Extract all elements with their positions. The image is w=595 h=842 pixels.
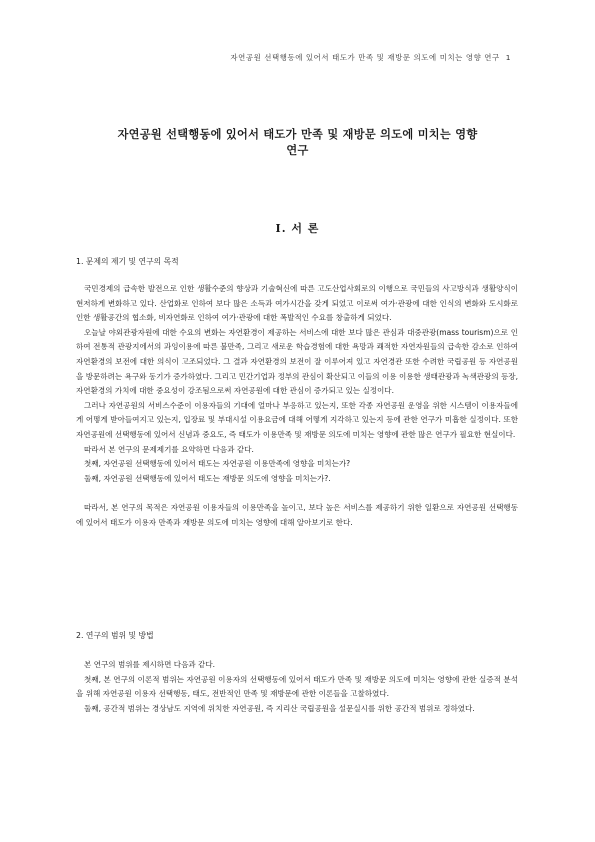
research-question-2: 둘째, 자연공원 선택행동에 있어서 태도는 재방문 의도에 영향을 미치는가?. xyxy=(84,473,331,483)
paragraph: 따라서 본 연구의 문제제기를 요약하면 다음과 같다. xyxy=(84,444,254,454)
paragraph: 본 연구의 범위를 제시하면 다음과 같다. xyxy=(84,660,216,669)
section-heading: Ⅰ. 서 론 xyxy=(275,222,320,235)
subsection-heading-scope: 2. 연구의 범위 및 방법 xyxy=(76,631,154,640)
paper-title-line2: 연구 xyxy=(286,143,309,157)
paragraph: 오늘날 야외관광자원에 대한 수요의 변화는 자연환경이 제공하는 서비스에 대한 보다 많은 관심과 대중관광(mass tourism)으로 인하여 전통적 관광지에서의 과잉이용에 따른 불만족, 그리고 새로운 학습경험에 대한 욕망과 쾌적한 자연자원들의 급속한 감소로 인하여 자연환경의 보전에 대한 의식이 고조되었다. 그 결과 자연환경의 보전이 잘 이루어져 있고 자연경관 또한 수려한 국립공원 등 자연공원을 방문하려는 욕구와 동기가 증가하였다. 그리고 민간기업과 정부의 관심이 확산되고 이들의 이용 이용한 생태관광과 녹색관광의 등장, 자연환경의 가치에 대한 중요성이 강조됨으로써 자연공원에 대한 관심이 증가되고 있는 실정이다. xyxy=(76,327,518,396)
paragraph: 첫째, 본 연구의 이론적 범위는 자연공원 이용자의 선택행동에 있어서 태도가 만족 및 재방문 의도에 미치는 영향에 관한 실증적 분석을 위해 자연공원 이용자 선택행동, 태도, 전반적인 만족 및 재방문에 관한 이론들을 고찰하였다. xyxy=(76,674,518,699)
paragraph: 국민경제의 급속한 발전으로 인한 생활수준의 향상과 기술혁신에 따른 고도산업사회로의 이행으로 국민들의 사고방식과 생활양식이 현저하게 변화하고 있다. 산업화로 인하여 보다 많은 소득과 여가시간을 갖게 되었고 이로써 여가·관광에 대한 인식의 변화와 도시화로 인한 생활공간의 협소화, 비자연화로 인하여 여가·관광에 대한 폭발적인 수요를 창출하게 되었다. xyxy=(76,284,518,323)
section-body-scope xyxy=(76,658,518,716)
running-title: 자연공원 선택행동에 있어서 태도가 만족 및 재방문 의도에 미치는 영향 연구 xyxy=(230,53,500,62)
paragraph: 둘째, 공간적 범위는 경상남도 지역에 위치한 자연공원, 즉 지리산 국립공원을 설문실시를 위한 공간적 범위로 정하였다. xyxy=(84,703,475,713)
research-question-1: 첫째, 자연공원 선택행동에 있어서 태도는 자연공원 이용만족에 영향을 미치는가? xyxy=(84,459,351,469)
paragraph: 따라서, 본 연구의 목적은 자연공원 이용자들의 이용만족을 높이고, 보다 높은 서비스를 제공하기 위한 일환으로 자연공원 선택행동에 있어서 태도가 이용자 만족과 재방문 의도에 미치는 영향에 대해 알아보기로 한다. xyxy=(76,502,518,527)
section-body-purpose xyxy=(76,282,518,530)
paper-title xyxy=(60,126,535,158)
paragraph: 그러나 자연공원의 서비스수준이 이용자들의 기대에 얼마나 부응하고 있는지, 또한 각종 자연공원 운영을 위한 시스템이 이용자들에게 어떻게 받아들여지고 있는지, 입장료 및 부대시설 이용요금에 대해 어떻게 지각하고 있는지 등에 관한 연구가 미흡한 실정이다. 또한 자연공원에 선택행동에 있어서 신념과 중요도, 즉 태도가 이용만족 및 재방문 의도에 미치는 영향에 관한 많은 연구가 필요한 현실이다. xyxy=(76,400,518,439)
running-header xyxy=(230,52,511,63)
page-number: 1 xyxy=(505,53,511,62)
subsection-heading-purpose: 1. 문제의 제기 및 연구의 목적 xyxy=(76,257,179,266)
paper-title-line1: 자연공원 선택행동에 있어서 태도가 만족 및 재방문 의도에 미치는 영향 xyxy=(117,127,478,141)
